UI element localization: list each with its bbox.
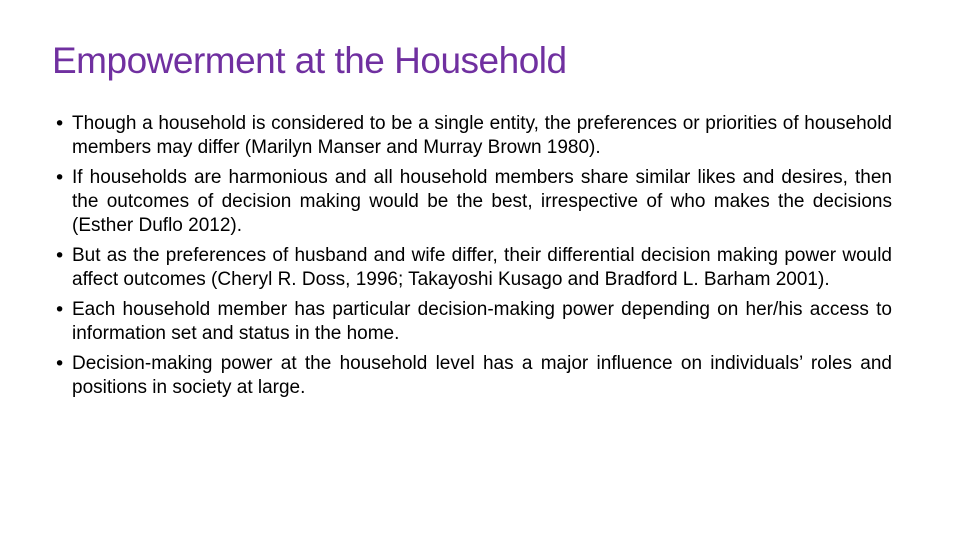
bullet-dot-icon: • xyxy=(54,167,66,189)
bullet-dot-icon: • xyxy=(54,245,66,267)
bullet-text: Though a household is considered to be a single entity, the preferences or priorities of household members may differ (Marilyn Manser and Murray Brown 1980). xyxy=(72,113,892,158)
bullet-text: Decision-making power at the household level has a major influence on individuals’ roles and positions in society at large. xyxy=(72,353,892,398)
slide-title: Empowerment at the Household xyxy=(52,40,567,81)
bullet-dot-icon: • xyxy=(54,353,66,375)
bullet-text: Each household member has particular decision-making power depending on her/his access to information set and status in the home. xyxy=(72,299,892,344)
bullet-list xyxy=(52,112,892,406)
bullet-text: But as the preferences of husband and wife differ, their differential decision making power would affect outcomes (Cheryl R. Doss, 1996; Takayoshi Kusago and Bradford L. Barham 2001). xyxy=(72,245,892,290)
bullet-dot-icon: • xyxy=(54,113,66,135)
bullet-item xyxy=(52,244,892,292)
bullet-item xyxy=(52,112,892,160)
bullet-dot-icon: • xyxy=(54,299,66,321)
bullet-item xyxy=(52,352,892,400)
bullet-item xyxy=(52,298,892,346)
bullet-item xyxy=(52,166,892,238)
bullet-text: If households are harmonious and all household members share similar likes and desires, then the outcomes of decision making would be the best, irrespective of who makes the decisions (Esther Duflo 2012). xyxy=(72,167,892,236)
